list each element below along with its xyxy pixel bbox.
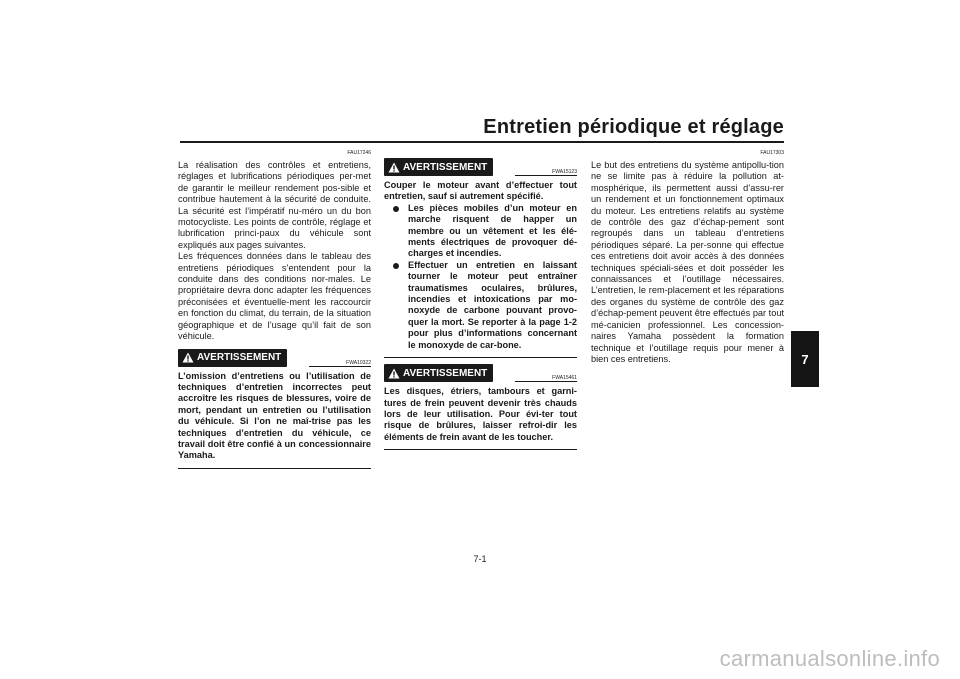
warning-header [178, 349, 371, 367]
warning-end-rule [384, 449, 577, 450]
page-number: 7-1 [473, 554, 487, 564]
warning-code: FWA15461 [552, 375, 577, 382]
emission-paragraph: Le but des entretiens du système antipollu-tion ne se limite pas à réduire la pollution at-mosphérique, ils permettent aussi d’assu-rer un rendement et un fonctionnement optimaux du moteur. Les entretiens relatifs au système de contrôle des gaz d’échap-pement sont regroupés dans un tableau d’entretiens périodiques séparé. La per-sonne qui effectue ces entretiens doit avoir accès à des données techniques spéciali-sées et doit posséder les connaissances et l’outillage nécessaires. L’entretien, le rem-placement et les réparations des organes du système de contrôle des gaz d’échap-pement peuvent être effectués par tout mé-canicien professionnel. Les concession-naires Yamaha possèdent la formation technique et l’outillage requis pour mener à bien ces entretiens. [591, 160, 784, 364]
warning-rule [515, 175, 577, 176]
warning-label: AVERTISSEMENT [403, 367, 488, 379]
warning-badge [384, 158, 493, 176]
warning-bullet-list [384, 203, 577, 351]
warning-end-rule [178, 468, 371, 469]
list-item: Les pièces mobiles d’un moteur en marche risquent de happer un membre ou un vêtement et les élé-ments électriques de provoquer dé-charges et incendies. [392, 203, 577, 260]
warning-triangle-icon [388, 162, 400, 173]
warning-triangle-icon [182, 352, 194, 363]
column-1 [178, 150, 371, 469]
section-code: FAU17246 [347, 150, 371, 156]
warning-rule [309, 366, 371, 367]
warning-badge [384, 364, 493, 382]
page-title: Entretien périodique et réglage [483, 116, 784, 138]
column-2 [384, 150, 577, 450]
warning-code: FWA15123 [552, 169, 577, 175]
warning-label: AVERTISSEMENT [197, 352, 282, 363]
warning-header [384, 158, 577, 176]
warning-text: Les disques, étriers, tambours et garni-tures de frein peuvent devenir très chauds lors de leur utilisation. Pour évi-ter tout risque de brûlures, laisser refroi-dir les éléments de frein avant de les toucher. [384, 386, 577, 442]
warning-triangle-icon [388, 368, 400, 379]
warning-end-rule [384, 357, 577, 358]
warning-label: AVERTISSEMENT [403, 161, 488, 173]
chapter-tab[interactable]: 7 [791, 331, 819, 387]
warning-header [384, 364, 577, 382]
warning-rule [515, 381, 577, 382]
warning-code: FWA10322 [346, 359, 371, 366]
intro-paragraph: La réalisation des contrôles et entretiens, réglages et lubrifications périodiques per-met de garantir le meilleur rendement pos-sible et contribue hautement à la sécurité de conduite. La sécurité est l’impératif nu-méro un du bon motocycliste. Les points de contrôle, réglage et lubrification princi-paux du véhicule sont expliqués aux pages suivantes. [178, 160, 371, 250]
header-divider [180, 141, 784, 143]
warning-badge [178, 349, 287, 367]
section-code: FAU17303 [760, 150, 784, 156]
warning-text: L’omission d’entretiens ou l’utilisation de techniques d’entretien incorrectes peut accroître les risques de blessures, voire de mort, pendant un entretien ou l’utilisation du véhicule. Si l’on ne maî-trise pas les techniques d’entretien du véhicule, ce travail doit être confié à un concessionnaire Yamaha. [178, 370, 371, 461]
column-3 [591, 150, 784, 365]
warning-intro: Couper le moteur avant d’effectuer tout entretien, sauf si autrement spécifié. [384, 180, 577, 202]
watermark[interactable]: carmanualsonline.info [719, 646, 940, 671]
list-item: Effectuer un entretien en laissant tourner le moteur peut entraîner traumatismes oculaires, brûlures, incendies et intoxications par mo-noxyde de carbone pouvant provo-quer la mort. Se reporter à la page 1-2 pour plus d’informations concernant le monoxyde de car-bone. [392, 260, 577, 351]
frequency-paragraph: Les fréquences données dans le tableau des entretiens périodiques s’entendent pour la conduite dans des conditions nor-males. Le propriétaire devra donc adapter les fréquences préconisées et éventuelle-ment les raccourcir en fonction du climat, du terrain, de la situation géographique et de l’usage qu’il fait de son véhicule. [178, 251, 371, 342]
